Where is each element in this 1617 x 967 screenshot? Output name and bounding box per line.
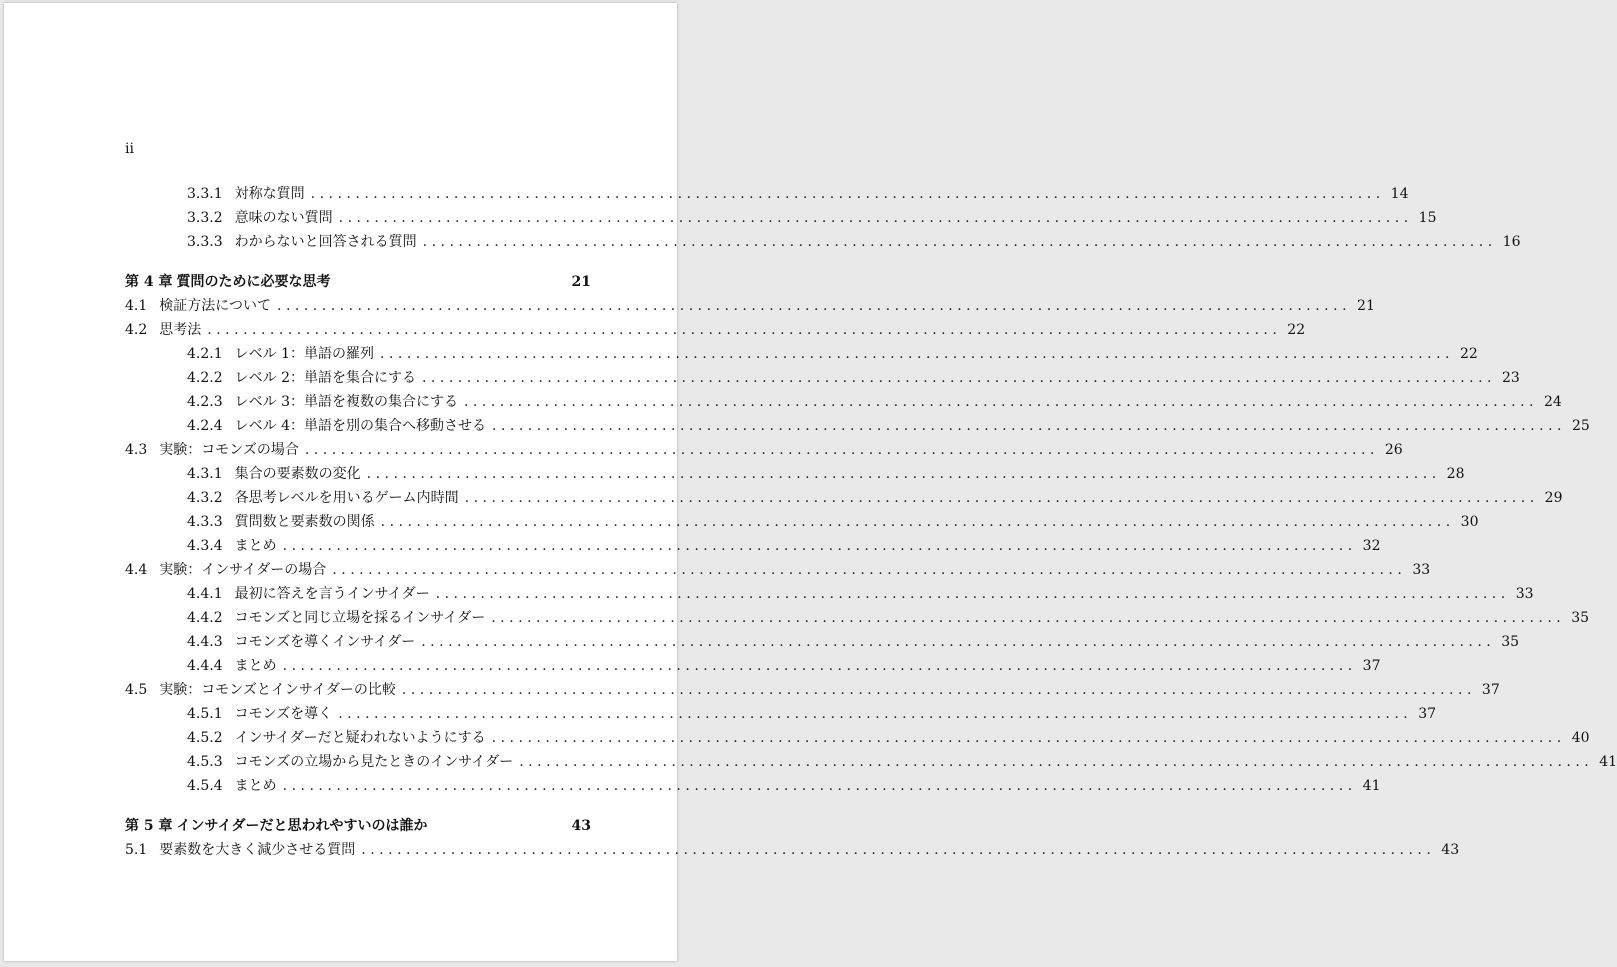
toc-subsection-entry[interactable] xyxy=(187,367,1520,389)
entry-title: レベル 3：単語を複数の集合にする xyxy=(234,394,458,410)
entry-title: 質問のために必要な思考 xyxy=(176,274,331,290)
entry-page-number: 15 xyxy=(1418,210,1437,226)
leader-dots: ........................................................................................................................ xyxy=(519,754,1594,770)
toc-section-entry[interactable] xyxy=(125,319,1306,341)
entry-number: 4.2 xyxy=(125,322,148,338)
toc-section-entry[interactable] xyxy=(125,439,1403,461)
entry-title: 実験：コモンズとインサイダーの比較 xyxy=(159,682,396,698)
entry-number: 4.3.3 xyxy=(187,514,223,530)
entry-page-number: 30 xyxy=(1460,514,1479,530)
entry-title: 集合の要素数の変化 xyxy=(234,466,361,482)
leader-dots: ........................................................................................................................ xyxy=(464,490,1539,506)
document-page xyxy=(4,3,1617,961)
toc-subsection-entry[interactable] xyxy=(187,775,1381,797)
entry-page-number: 28 xyxy=(1446,466,1465,482)
leader-dots: ........................................................................................................................ xyxy=(282,658,1357,674)
leader-dots: ........................................................................................................................ xyxy=(338,210,1413,226)
toc-subsection-entry[interactable] xyxy=(187,583,1534,605)
entry-page-number: 21 xyxy=(1357,298,1375,314)
entry-number: 3.3.2 xyxy=(187,210,223,226)
entry-title: 対称な質問 xyxy=(234,186,305,202)
leader-dots: ........................................................................................................................ xyxy=(435,586,1510,602)
entry-title: 最初に答えを言うインサイダー xyxy=(234,586,430,602)
toc-subsection-entry[interactable] xyxy=(187,463,1465,485)
entry-number: 4.2.1 xyxy=(187,346,223,362)
entry-page-number: 16 xyxy=(1502,234,1521,250)
entry-page-number: 23 xyxy=(1502,370,1520,386)
entry-number: 第 5 章 xyxy=(125,818,173,834)
entry-number: 3.3.3 xyxy=(187,234,223,250)
entry-number: 4.5.4 xyxy=(187,778,223,794)
entry-number: 4.5 xyxy=(125,682,148,698)
entry-number: 4.4.4 xyxy=(187,658,223,674)
leader-dots: ........................................................................................................................ xyxy=(277,298,1352,314)
entry-number: 第 4 章 xyxy=(125,274,173,290)
entry-number: 4.4.3 xyxy=(187,634,223,650)
entry-page-number: 29 xyxy=(1544,490,1563,506)
leader-dots: ........................................................................................................................ xyxy=(421,634,1496,650)
entry-page-number: 25 xyxy=(1572,418,1590,434)
toc-subsection-entry[interactable] xyxy=(187,751,1617,773)
entry-title: インサイダーだと疑われないようにする xyxy=(234,730,486,746)
entry-number: 4.4 xyxy=(125,562,148,578)
entry-page-number: 22 xyxy=(1287,322,1306,338)
leader-dots: ........................................................................................................................ xyxy=(310,186,1385,202)
entry-number: 4.3.2 xyxy=(187,490,223,506)
entry-title: 実験：コモンズの場合 xyxy=(159,442,299,458)
entry-number: 4.5.2 xyxy=(187,730,223,746)
leader-dots: ........................................................................................................................ xyxy=(421,370,1497,386)
toc-chapter-entry[interactable] xyxy=(125,271,591,293)
entry-page-number: 43 xyxy=(1441,842,1460,858)
toc-subsection-entry[interactable] xyxy=(187,415,1590,437)
entry-title: 要素数を大きく減少させる質問 xyxy=(159,842,356,858)
entry-number: 3.3.1 xyxy=(187,186,223,202)
entry-title: コモンズを導くインサイダー xyxy=(234,634,416,650)
leader-dots: ........................................................................................................................ xyxy=(491,730,1566,746)
leader-dots: ........................................................................................................................ xyxy=(366,466,1441,482)
entry-page-number: 41 xyxy=(1599,754,1617,770)
entry-number: 4.5.1 xyxy=(187,706,223,722)
toc-subsection-entry[interactable] xyxy=(187,343,1478,365)
entry-number: 4.2.4 xyxy=(187,418,223,434)
entry-title: コモンズの立場から見たときのインサイダー xyxy=(234,754,514,770)
toc-subsection-entry[interactable] xyxy=(187,207,1437,229)
entry-page-number: 37 xyxy=(1481,682,1500,698)
entry-number: 4.3.4 xyxy=(187,538,223,554)
entry-page-number: 32 xyxy=(1362,538,1381,554)
leader-dots: ........................................................................................................................ xyxy=(463,394,1539,410)
entry-title: まとめ xyxy=(234,778,277,794)
entry-page-number: 35 xyxy=(1501,634,1520,650)
leader-dots: ........................................................................................................................ xyxy=(491,418,1567,434)
entry-title: 質問数と要素数の関係 xyxy=(234,514,375,530)
toc-subsection-entry[interactable] xyxy=(187,631,1520,653)
entry-title: 実験：インサイダーの場合 xyxy=(159,562,327,578)
entry-page-number: 21 xyxy=(571,274,591,290)
toc-chapter-entry[interactable] xyxy=(125,815,591,837)
leader-dots: ........................................................................................................................ xyxy=(332,562,1407,578)
entry-title: インサイダーだと思われやすいのは誰か xyxy=(176,818,428,834)
entry-page-number: 14 xyxy=(1390,186,1409,202)
entry-number: 4.2.3 xyxy=(187,394,223,410)
toc-section-entry[interactable] xyxy=(125,839,1460,861)
entry-title: 思考法 xyxy=(159,322,202,338)
toc-section-entry[interactable] xyxy=(125,559,1431,581)
entry-title: まとめ xyxy=(234,658,277,674)
leader-dots: ........................................................................................................................ xyxy=(491,610,1566,626)
entry-page-number: 37 xyxy=(1418,706,1437,722)
entry-title: コモンズと同じ立場を採るインサイダー xyxy=(234,610,486,626)
entry-number: 4.1 xyxy=(125,298,148,314)
leader-dots: ........................................................................................................................ xyxy=(338,706,1413,722)
entry-title: まとめ xyxy=(234,538,277,554)
entry-page-number: 33 xyxy=(1515,586,1534,602)
entry-number: 4.5.3 xyxy=(187,754,223,770)
leader-dots: ........................................................................................................................ xyxy=(304,442,1379,458)
entry-page-number: 22 xyxy=(1460,346,1478,362)
entry-page-number: 41 xyxy=(1362,778,1381,794)
entry-page-number: 33 xyxy=(1412,562,1431,578)
leader-dots: ........................................................................................................................ xyxy=(361,842,1436,858)
toc-subsection-entry[interactable] xyxy=(187,727,1590,749)
toc-section-entry[interactable] xyxy=(125,679,1500,701)
entry-title: レベル 4：単語を別の集合へ移動させる xyxy=(234,418,486,434)
entry-title: 検証方法について xyxy=(159,298,271,314)
toc-subsection-entry[interactable] xyxy=(187,511,1479,533)
entry-title: レベル 2：単語を集合にする xyxy=(234,370,416,386)
toc-subsection-entry[interactable] xyxy=(187,703,1437,725)
entry-title: わからないと回答される質問 xyxy=(234,234,417,250)
leader-dots: ........................................................................................................................ xyxy=(282,778,1357,794)
leader-dots: ........................................................................................................................ xyxy=(379,346,1455,362)
leader-dots: ........................................................................................................................ xyxy=(207,322,1282,338)
toc-subsection-entry[interactable] xyxy=(187,607,1590,629)
entry-number: 4.3 xyxy=(125,442,148,458)
leader-dots: ........................................................................................................................ xyxy=(422,234,1497,250)
leader-dots: ........................................................................................................................ xyxy=(282,538,1357,554)
entry-title: コモンズを導く xyxy=(234,706,333,722)
table-of-contents xyxy=(4,3,1617,961)
entry-title: レベル 1：単語の羅列 xyxy=(234,346,374,362)
toc-subsection-entry[interactable] xyxy=(187,231,1521,253)
entry-number: 4.2.2 xyxy=(187,370,223,386)
entry-number: 4.3.1 xyxy=(187,466,223,482)
entry-page-number: 26 xyxy=(1384,442,1403,458)
entry-title: 意味のない質問 xyxy=(234,210,333,226)
toc-section-entry[interactable] xyxy=(125,295,1375,317)
entry-page-number: 35 xyxy=(1571,610,1590,626)
leader-dots: ........................................................................................................................ xyxy=(380,514,1455,530)
entry-page-number: 43 xyxy=(571,818,591,834)
toc-subsection-entry[interactable] xyxy=(187,655,1381,677)
toc-subsection-entry[interactable] xyxy=(187,183,1409,205)
running-head: ii xyxy=(125,141,134,157)
toc-subsection-entry[interactable] xyxy=(187,487,1563,509)
entry-page-number: 24 xyxy=(1544,394,1562,410)
entry-number: 4.4.2 xyxy=(187,610,223,626)
entry-number: 4.4.1 xyxy=(187,586,223,602)
entry-title: 各思考レベルを用いるゲーム内時間 xyxy=(234,490,459,506)
entry-page-number: 37 xyxy=(1362,658,1381,674)
entry-page-number: 40 xyxy=(1571,730,1590,746)
toc-subsection-entry[interactable] xyxy=(187,535,1381,557)
entry-number: 5.1 xyxy=(125,842,148,858)
leader-dots: ........................................................................................................................ xyxy=(401,682,1476,698)
toc-subsection-entry[interactable] xyxy=(187,391,1562,413)
